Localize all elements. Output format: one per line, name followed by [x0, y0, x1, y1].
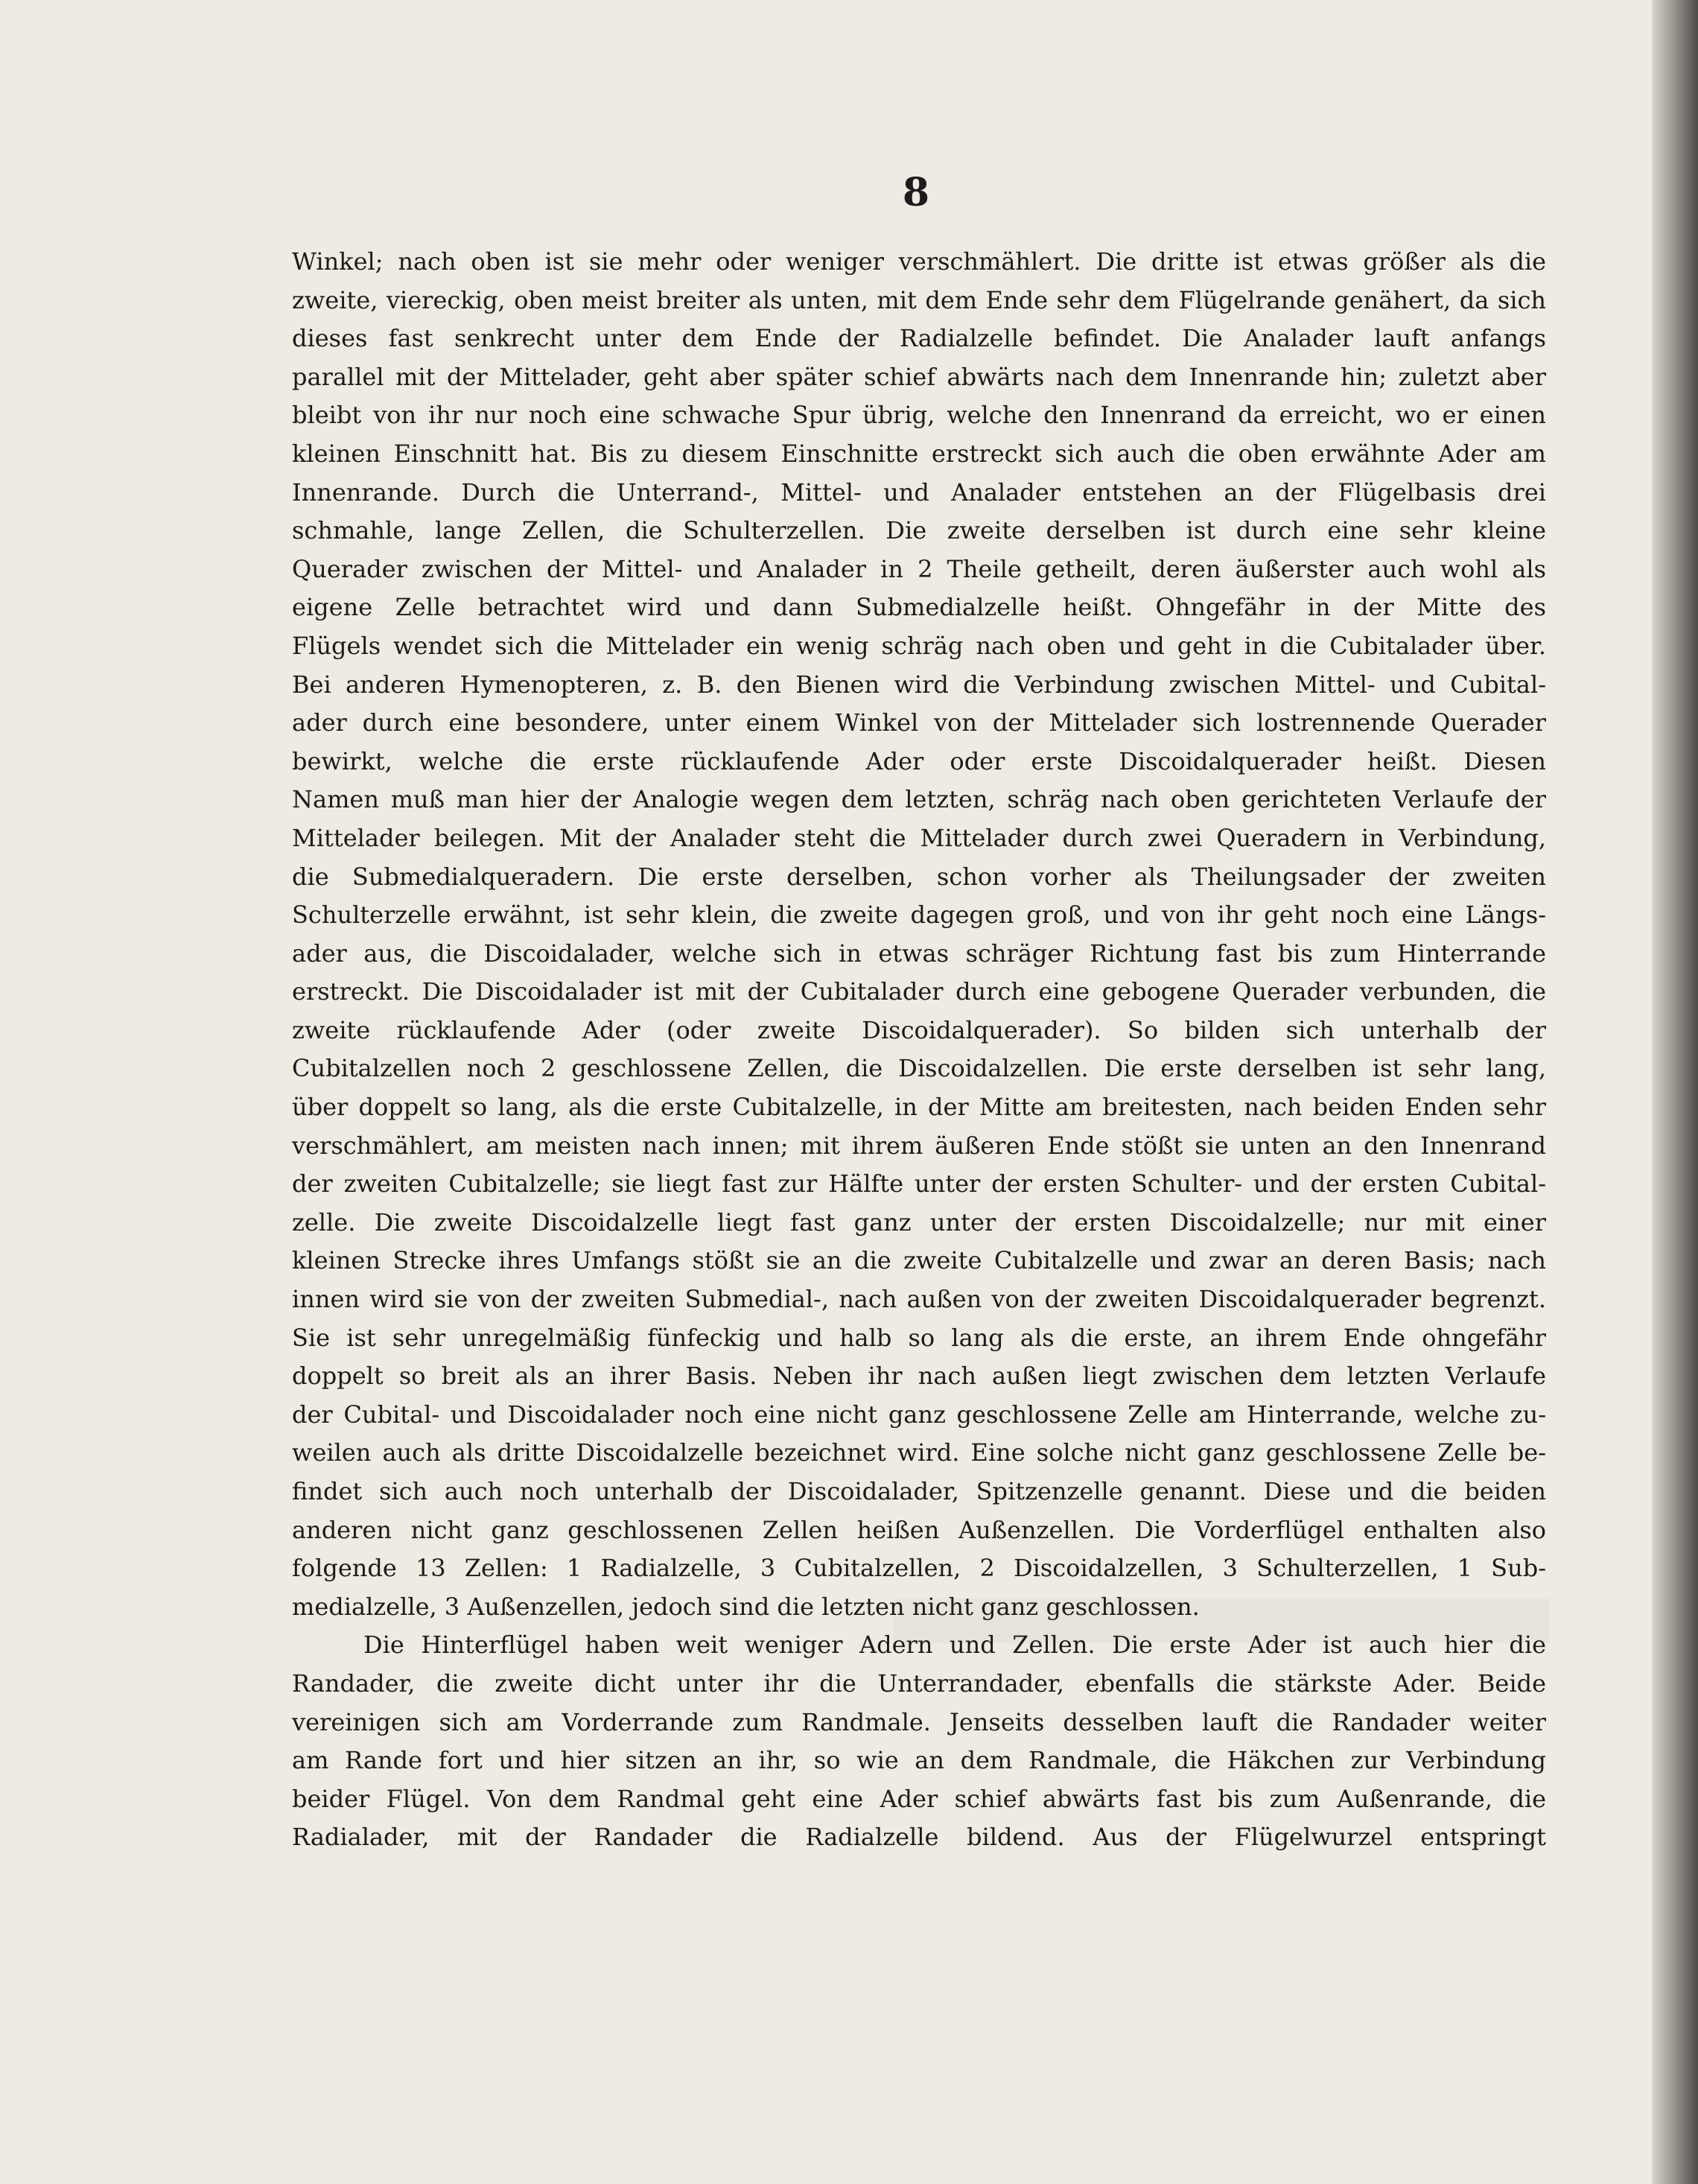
- text-line: Winkel; nach oben ist sie mehr oder weniger verschmählert. Die dritte ist etwas größer als die: [292, 247, 1546, 276]
- text-line: schmahle, lange Zellen, die Schulterzellen. Die zweite derselben ist durch eine sehr kleine: [292, 516, 1546, 545]
- text-line: kleinen Einschnitt hat. Bis zu diesem Einschnitte erstreckt sich auch die oben erwähnte Ader am: [292, 439, 1546, 468]
- text-line: eigene Zelle betrachtet wird und dann Submedialzelle heißt. Ohngefähr in der Mitte des: [292, 593, 1546, 622]
- text-line: Innenrande. Durch die Unterrand-, Mittel- und Analader entstehen an der Flügelbasis drei: [292, 477, 1546, 507]
- paragraph-2: [292, 1626, 1546, 1857]
- text-line: parallel mit der Mittelader, geht aber später schief abwärts nach dem Innenrande hin; zuletzt aber: [292, 362, 1546, 391]
- text-line: zweite rücklaufende Ader (oder zweite Discoidalquerader). So bilden sich unterhalb der: [292, 1015, 1546, 1044]
- body-text: [292, 243, 1546, 1857]
- text-line: dieses fast senkrecht unter dem Ende der Radialzelle befindet. Die Analader lauft anfangs: [292, 324, 1546, 353]
- text-line: Sie ist sehr unregelmäßig fünfeckig und halb so lang als die erste, an ihrem Ende ohngefähr: [292, 1323, 1546, 1352]
- text-line: der Cubital- und Discoidalader noch eine nicht ganz geschlossene Zelle am Hinterrande, welche zu-: [292, 1400, 1546, 1429]
- text-line: innen wird sie von der zweiten Submedial-, nach außen von der zweiten Discoidalquerader begrenzt.: [292, 1285, 1546, 1314]
- text-line: Cubitalzellen noch 2 geschlossene Zellen, die Discoidalzellen. Die erste derselben ist sehr lang,: [292, 1054, 1546, 1083]
- text-line: Bei anderen Hymenopteren, z. B. den Bienen wird die Verbindung zwischen Mittel- und Cubital-: [292, 670, 1546, 699]
- text-line: über doppelt so lang, als die erste Cubitalzelle, in der Mitte am breitesten, nach beiden Enden sehr: [292, 1093, 1546, 1122]
- text-line: Flügels wendet sich die Mittelader ein wenig schräg nach oben und geht in die Cubitalader über.: [292, 631, 1546, 660]
- text-line: zelle. Die zweite Discoidalzelle liegt fast ganz unter der ersten Discoidalzelle; nur mit einer: [292, 1207, 1546, 1237]
- text-line: kleinen Strecke ihres Umfangs stößt sie an die zweite Cubitalzelle und zwar an deren Basis; nach: [292, 1246, 1546, 1275]
- text-line: medialzelle, 3 Außenzellen, jedoch sind die letzten nicht ganz geschlossen.: [292, 1592, 1200, 1621]
- text-line: zweite, viereckig, oben meist breiter als unten, mit dem Ende sehr dem Flügelrande genähert, da sich: [292, 285, 1546, 314]
- text-line: weilen auch als dritte Discoidalzelle bezeichnet wird. Eine solche nicht ganz geschlossene Zelle be-: [292, 1438, 1546, 1467]
- text-line: vereinigen sich am Vorderrande zum Randmale. Jenseits desselben lauft die Randader weiter: [292, 1707, 1546, 1736]
- text-line: die Submedialqueradern. Die erste derselben, schon vorher als Theilungsader der zweiten: [292, 862, 1546, 891]
- text-line: ader durch eine besondere, unter einem Winkel von der Mittelader sich lostrennende Querader: [292, 708, 1546, 737]
- text-line: folgende 13 Zellen: 1 Radialzelle, 3 Cubitalzellen, 2 Discoidalzellen, 3 Schulterzellen, 1 Sub-: [292, 1554, 1546, 1583]
- text-line: doppelt so breit als an ihrer Basis. Neben ihr nach außen liegt zwischen dem letzten Verlaufe: [292, 1362, 1546, 1391]
- text-line: bewirkt, welche die erste rücklaufende Ader oder erste Discoidalquerader heißt. Diesen: [292, 746, 1546, 775]
- paragraph-1: [292, 243, 1546, 1626]
- page-number: 8: [902, 170, 930, 215]
- text-line: anderen nicht ganz geschlossenen Zellen heißen Außenzellen. Die Vorderflügel enthalten also: [292, 1515, 1546, 1544]
- binding-edge: [1652, 0, 1698, 2184]
- text-line: verschmählert, am meisten nach innen; mit ihrem äußeren Ende stößt sie unten an den Innenrand: [292, 1131, 1546, 1160]
- text-line: findet sich auch noch unterhalb der Discoidalader, Spitzenzelle genannt. Diese und die beiden: [292, 1477, 1546, 1505]
- text-line: der zweiten Cubitalzelle; sie liegt fast zur Hälfte unter der ersten Schulter- und der ersten Cubital-: [292, 1169, 1546, 1199]
- text-line: Querader zwischen der Mittel- und Analader in 2 Theile getheilt, deren äußerster auch wohl als: [292, 554, 1546, 583]
- text-line: Namen muß man hier der Analogie wegen dem letzten, schräg nach oben gerichteten Verlaufe der: [292, 785, 1546, 814]
- text-line: Randader, die zweite dicht unter ihr die Unterrandader, ebenfalls die stärkste Ader. Beide: [292, 1669, 1546, 1698]
- text-line: Mittelader beilegen. Mit der Analader steht die Mittelader durch zwei Queradern in Verbindung,: [292, 823, 1546, 852]
- text-line: ader aus, die Discoidalader, welche sich in etwas schräger Richtung fast bis zum Hinterrande: [292, 939, 1546, 968]
- text-line: Schulterzelle erwähnt, ist sehr klein, die zweite dagegen groß, und von ihr geht noch eine Längs-: [292, 901, 1546, 930]
- text-line: Die Hinterflügel haben weit weniger Adern und Zellen. Die erste Ader ist auch hier die: [363, 1631, 1546, 1660]
- text-line: bleibt von ihr nur noch eine schwache Spur übrig, welche den Innenrand da erreicht, wo er einen: [292, 401, 1546, 430]
- text-line: erstreckt. Die Discoidalader ist mit der Cubitalader durch eine gebogene Querader verbunden, die: [292, 977, 1546, 1006]
- text-line: Radialader, mit der Randader die Radialzelle bildend. Aus der Flügelwurzel entspringt: [292, 1823, 1546, 1852]
- text-line: beider Flügel. Von dem Randmal geht eine Ader schief abwärts fast bis zum Außenrande, die: [292, 1784, 1546, 1813]
- text-line: am Rande fort und hier sitzen an ihr, so wie an dem Randmale, die Häkchen zur Verbindung: [292, 1746, 1546, 1775]
